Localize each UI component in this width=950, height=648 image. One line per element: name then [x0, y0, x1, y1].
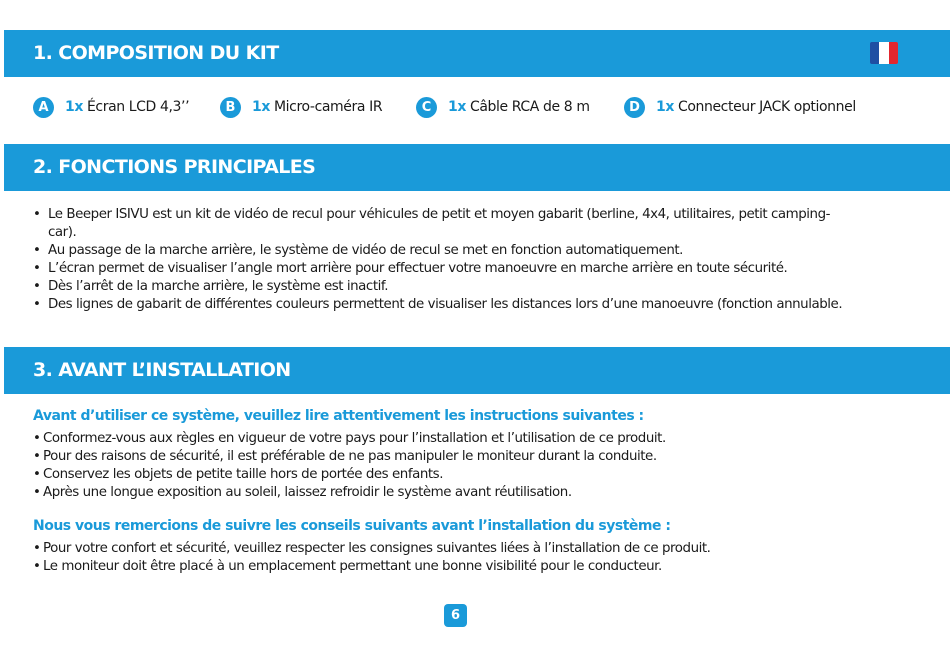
- kit-item-d: [624, 95, 856, 119]
- flag-red-stripe: [889, 42, 898, 64]
- kit-letter-badge: A: [33, 97, 54, 118]
- kit-quantity: 1x: [448, 99, 466, 115]
- kit-item-label: Connecteur JACK optionnel: [677, 99, 856, 115]
- list-item: • Le Beeper ISIVU est un kit de vidéo de recul pour véhicules de petit et moyen gabarit (berline, 4x4, utilitaires, petit camping-car).: [33, 206, 848, 242]
- install-instructions-list: [33, 430, 913, 502]
- install-heading-advice: Nous vous remercions de suivre les conseils suivants avant l’installation du système :: [33, 518, 671, 534]
- kit-item-b: [220, 95, 382, 119]
- list-item: • Le moniteur doit être placé à un emplacement permettant une bonne visibilité pour le conducteur.: [33, 558, 913, 576]
- section-functions-header: [4, 144, 950, 191]
- install-advice-list: [33, 540, 913, 576]
- kit-letter-badge: B: [220, 97, 241, 118]
- functions-list: [33, 206, 848, 314]
- list-item: • Pour votre confort et sécurité, veuillez respecter les consignes suivantes liées à l’installation de ce produit.: [33, 540, 913, 558]
- install-heading-read-instructions: Avant d’utiliser ce système, veuillez lire attentivement les instructions suivantes :: [33, 408, 644, 424]
- flag-white-stripe: [879, 42, 888, 64]
- list-item: • Des lignes de gabarit de différentes couleurs permettent de visualiser les distances lors d’une manoeuvre (fonction annulable.: [33, 296, 848, 314]
- page-number: 6: [444, 604, 467, 627]
- section-kit-title: 1. COMPOSITION DU KIT: [33, 42, 279, 64]
- list-item: • Au passage de la marche arrière, le système de vidéo de recul se met en fonction automatiquement.: [33, 242, 848, 260]
- list-item: • Dès l’arrêt de la marche arrière, le système est inactif.: [33, 278, 848, 296]
- list-item: • Conformez-vous aux règles en vigueur de votre pays pour l’installation et l’utilisation de ce produit.: [33, 430, 913, 448]
- section-install-header: [4, 347, 950, 394]
- list-item: • Conservez les objets de petite taille hors de portée des enfants.: [33, 466, 913, 484]
- kit-item-label: Câble RCA de 8 m: [469, 99, 590, 115]
- kit-letter-badge: D: [624, 97, 645, 118]
- list-item: • Après une longue exposition au soleil, laissez refroidir le système avant réutilisation.: [33, 484, 913, 502]
- kit-item-label: Écran LCD 4,3’’: [86, 99, 190, 115]
- france-flag-icon: [870, 42, 898, 64]
- kit-quantity: 1x: [252, 99, 270, 115]
- kit-item-label: Micro-caméra IR: [273, 99, 383, 115]
- kit-quantity: 1x: [65, 99, 83, 115]
- section-functions-title: 2. FONCTIONS PRINCIPALES: [33, 156, 316, 178]
- section-kit-header: [4, 30, 950, 77]
- kit-item-c: [416, 95, 590, 119]
- kit-item-a: [33, 95, 189, 119]
- section-install-title: 3. AVANT L’INSTALLATION: [33, 359, 291, 381]
- list-item: • Pour des raisons de sécurité, il est préférable de ne pas manipuler le moniteur durant la conduite.: [33, 448, 913, 466]
- kit-quantity: 1x: [656, 99, 674, 115]
- kit-items-row: [0, 95, 950, 119]
- list-item: • L’écran permet de visualiser l’angle mort arrière pour effectuer votre manoeuvre en marche arrière en toute sécurité.: [33, 260, 848, 278]
- flag-blue-stripe: [870, 42, 879, 64]
- kit-letter-badge: C: [416, 97, 437, 118]
